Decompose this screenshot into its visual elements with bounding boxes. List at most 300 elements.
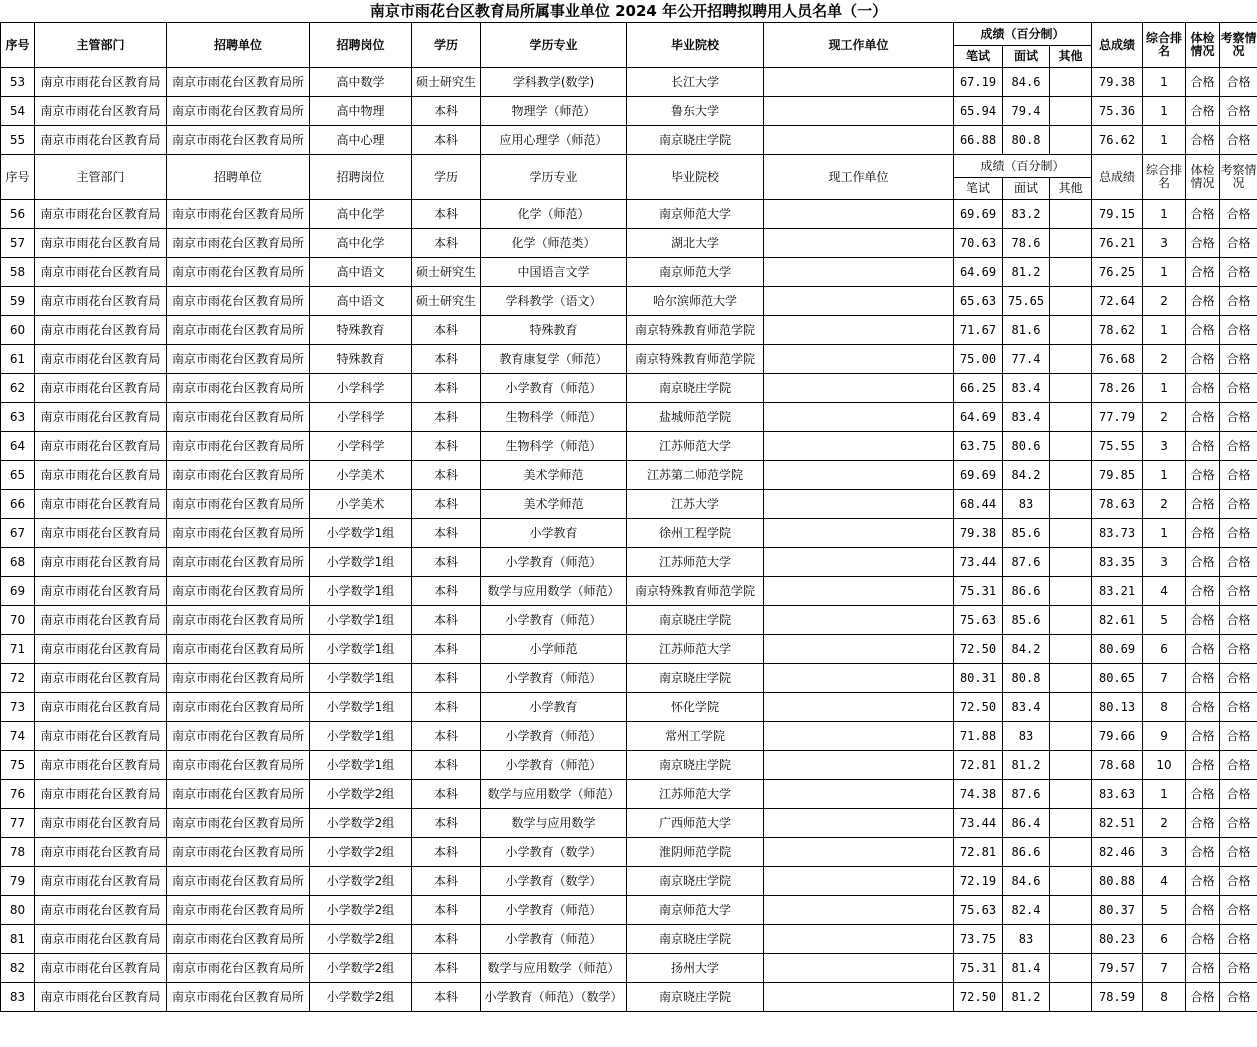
cell-written: 66.88 <box>954 126 1003 155</box>
cell-seq: 55 <box>1 126 35 155</box>
table-row <box>1 432 1257 461</box>
cell-rank: 3 <box>1143 432 1186 461</box>
cell-interview: 85.6 <box>1003 519 1050 548</box>
cell-work <box>764 606 954 635</box>
header-seq: 序号 <box>1 23 35 68</box>
cell-total: 82.46 <box>1092 838 1143 867</box>
cell-edu: 本科 <box>412 519 481 548</box>
cell-unit: 南京市雨花台区教育局所 <box>167 490 310 519</box>
cell-work <box>764 97 954 126</box>
cell-dept: 南京市雨花台区教育局 <box>35 461 167 490</box>
cell-rank: 1 <box>1143 258 1186 287</box>
cell-review: 合格 <box>1220 316 1257 345</box>
header-school: 毕业院校 <box>627 23 764 68</box>
cell-edu: 本科 <box>412 780 481 809</box>
cell-post: 小学数学2组 <box>310 896 412 925</box>
cell-seq: 59 <box>1 287 35 316</box>
cell-health: 合格 <box>1186 403 1220 432</box>
cell-interview: 84.2 <box>1003 635 1050 664</box>
cell-review: 合格 <box>1220 722 1257 751</box>
cell-dept: 南京市雨花台区教育局 <box>35 68 167 97</box>
cell-post: 小学美术 <box>310 490 412 519</box>
cell-interview: 80.8 <box>1003 126 1050 155</box>
cell-unit: 南京市雨花台区教育局所 <box>167 780 310 809</box>
cell-major: 教育康复学（师范） <box>481 345 627 374</box>
header-score-group: 成绩（百分制） <box>954 155 1092 178</box>
cell-work <box>764 664 954 693</box>
cell-interview: 78.6 <box>1003 229 1050 258</box>
cell-school: 南京晓庄学院 <box>627 751 764 780</box>
cell-seq: 76 <box>1 780 35 809</box>
cell-post: 小学科学 <box>310 403 412 432</box>
cell-review: 合格 <box>1220 577 1257 606</box>
cell-health: 合格 <box>1186 229 1220 258</box>
cell-major: 小学教育（师范）（数学） <box>481 983 627 1012</box>
header-health: 体检情况 <box>1186 155 1220 200</box>
cell-rank: 1 <box>1143 374 1186 403</box>
cell-dept: 南京市雨花台区教育局 <box>35 838 167 867</box>
cell-dept: 南京市雨花台区教育局 <box>35 983 167 1012</box>
cell-written: 72.19 <box>954 867 1003 896</box>
cell-health: 合格 <box>1186 925 1220 954</box>
cell-written: 70.63 <box>954 229 1003 258</box>
cell-review: 合格 <box>1220 345 1257 374</box>
cell-work <box>764 635 954 664</box>
cell-dept: 南京市雨花台区教育局 <box>35 577 167 606</box>
header-edu: 学历 <box>412 155 481 200</box>
cell-other <box>1050 867 1092 896</box>
cell-review: 合格 <box>1220 983 1257 1012</box>
cell-major: 美术学师范 <box>481 490 627 519</box>
header-major: 学历专业 <box>481 155 627 200</box>
cell-work <box>764 954 954 983</box>
cell-post: 小学科学 <box>310 374 412 403</box>
cell-rank: 1 <box>1143 200 1186 229</box>
cell-major: 小学教育（师范） <box>481 664 627 693</box>
cell-unit: 南京市雨花台区教育局所 <box>167 925 310 954</box>
cell-other <box>1050 780 1092 809</box>
cell-post: 高中化学 <box>310 229 412 258</box>
cell-school: 江苏师范大学 <box>627 432 764 461</box>
cell-written: 68.44 <box>954 490 1003 519</box>
cell-health: 合格 <box>1186 635 1220 664</box>
cell-major: 小学教育（师范） <box>481 722 627 751</box>
table-row <box>1 925 1257 954</box>
cell-health: 合格 <box>1186 126 1220 155</box>
cell-unit: 南京市雨花台区教育局所 <box>167 577 310 606</box>
cell-seq: 61 <box>1 345 35 374</box>
cell-review: 合格 <box>1220 126 1257 155</box>
header-unit: 招聘单位 <box>167 23 310 68</box>
cell-review: 合格 <box>1220 809 1257 838</box>
cell-work <box>764 345 954 374</box>
cell-seq: 62 <box>1 374 35 403</box>
cell-post: 小学美术 <box>310 461 412 490</box>
cell-edu: 硕士研究生 <box>412 258 481 287</box>
table-row <box>1 635 1257 664</box>
cell-dept: 南京市雨花台区教育局 <box>35 780 167 809</box>
cell-unit: 南京市雨花台区教育局所 <box>167 548 310 577</box>
cell-seq: 56 <box>1 200 35 229</box>
cell-total: 76.21 <box>1092 229 1143 258</box>
cell-health: 合格 <box>1186 287 1220 316</box>
cell-rank: 9 <box>1143 722 1186 751</box>
cell-review: 合格 <box>1220 954 1257 983</box>
cell-unit: 南京市雨花台区教育局所 <box>167 374 310 403</box>
cell-interview: 83 <box>1003 490 1050 519</box>
cell-major: 小学教育（数学） <box>481 867 627 896</box>
cell-dept: 南京市雨花台区教育局 <box>35 374 167 403</box>
header-school: 毕业院校 <box>627 155 764 200</box>
cell-review: 合格 <box>1220 635 1257 664</box>
cell-interview: 86.6 <box>1003 577 1050 606</box>
header-work: 现工作单位 <box>764 155 954 200</box>
cell-major: 小学教育（数学） <box>481 838 627 867</box>
cell-post: 小学数学1组 <box>310 693 412 722</box>
cell-total: 82.51 <box>1092 809 1143 838</box>
cell-post: 小学数学1组 <box>310 606 412 635</box>
cell-post: 小学数学2组 <box>310 867 412 896</box>
cell-dept: 南京市雨花台区教育局 <box>35 200 167 229</box>
cell-review: 合格 <box>1220 519 1257 548</box>
cell-seq: 80 <box>1 896 35 925</box>
cell-unit: 南京市雨花台区教育局所 <box>167 126 310 155</box>
cell-work <box>764 68 954 97</box>
cell-school: 广西师范大学 <box>627 809 764 838</box>
cell-other <box>1050 751 1092 780</box>
header-written: 笔试 <box>954 178 1003 200</box>
cell-other <box>1050 374 1092 403</box>
cell-rank: 5 <box>1143 896 1186 925</box>
cell-rank: 3 <box>1143 838 1186 867</box>
header-health: 体检情况 <box>1186 23 1220 68</box>
table-row <box>1 68 1257 97</box>
cell-health: 合格 <box>1186 577 1220 606</box>
cell-work <box>764 809 954 838</box>
cell-post: 小学数学2组 <box>310 780 412 809</box>
cell-dept: 南京市雨花台区教育局 <box>35 126 167 155</box>
cell-work <box>764 925 954 954</box>
cell-total: 80.88 <box>1092 867 1143 896</box>
cell-total: 77.79 <box>1092 403 1143 432</box>
cell-work <box>764 519 954 548</box>
cell-unit: 南京市雨花台区教育局所 <box>167 983 310 1012</box>
cell-review: 合格 <box>1220 896 1257 925</box>
cell-written: 75.63 <box>954 606 1003 635</box>
cell-major: 小学教育（师范） <box>481 548 627 577</box>
cell-school: 鲁东大学 <box>627 97 764 126</box>
cell-seq: 65 <box>1 461 35 490</box>
table-row <box>1 229 1257 258</box>
cell-rank: 8 <box>1143 983 1186 1012</box>
cell-other <box>1050 258 1092 287</box>
cell-seq: 77 <box>1 809 35 838</box>
cell-interview: 81.2 <box>1003 751 1050 780</box>
cell-school: 扬州大学 <box>627 954 764 983</box>
cell-post: 小学数学1组 <box>310 577 412 606</box>
cell-interview: 81.4 <box>1003 954 1050 983</box>
cell-major: 数学与应用数学（师范） <box>481 577 627 606</box>
cell-rank: 5 <box>1143 606 1186 635</box>
table-row <box>1 200 1257 229</box>
cell-total: 76.68 <box>1092 345 1143 374</box>
cell-interview: 81.2 <box>1003 983 1050 1012</box>
header-total: 总成绩 <box>1092 23 1143 68</box>
cell-written: 80.31 <box>954 664 1003 693</box>
cell-total: 78.63 <box>1092 490 1143 519</box>
cell-written: 65.63 <box>954 287 1003 316</box>
page-title: 南京市雨花台区教育局所属事业单位 2024 年公开招聘拟聘用人员名单（一） <box>369 2 888 20</box>
cell-edu: 本科 <box>412 925 481 954</box>
cell-work <box>764 374 954 403</box>
cell-major: 小学教育（师范） <box>481 606 627 635</box>
cell-unit: 南京市雨花台区教育局所 <box>167 606 310 635</box>
cell-unit: 南京市雨花台区教育局所 <box>167 635 310 664</box>
cell-dept: 南京市雨花台区教育局 <box>35 664 167 693</box>
header-edu: 学历 <box>412 23 481 68</box>
cell-rank: 6 <box>1143 925 1186 954</box>
table-row <box>1 722 1257 751</box>
cell-written: 71.88 <box>954 722 1003 751</box>
cell-dept: 南京市雨花台区教育局 <box>35 490 167 519</box>
table-row <box>1 693 1257 722</box>
cell-total: 76.25 <box>1092 258 1143 287</box>
table-row <box>1 867 1257 896</box>
cell-rank: 1 <box>1143 68 1186 97</box>
cell-review: 合格 <box>1220 374 1257 403</box>
cell-school: 南京晓庄学院 <box>627 925 764 954</box>
cell-total: 75.36 <box>1092 97 1143 126</box>
cell-interview: 86.6 <box>1003 838 1050 867</box>
cell-rank: 2 <box>1143 809 1186 838</box>
cell-written: 72.50 <box>954 635 1003 664</box>
cell-health: 合格 <box>1186 664 1220 693</box>
cell-interview: 84.6 <box>1003 68 1050 97</box>
cell-written: 73.44 <box>954 809 1003 838</box>
cell-dept: 南京市雨花台区教育局 <box>35 896 167 925</box>
table-row <box>1 664 1257 693</box>
cell-edu: 本科 <box>412 577 481 606</box>
table-row <box>1 126 1257 155</box>
cell-written: 72.50 <box>954 693 1003 722</box>
cell-edu: 本科 <box>412 983 481 1012</box>
table-row <box>1 258 1257 287</box>
cell-total: 80.23 <box>1092 925 1143 954</box>
cell-total: 82.61 <box>1092 606 1143 635</box>
cell-written: 79.38 <box>954 519 1003 548</box>
cell-post: 高中语文 <box>310 258 412 287</box>
cell-edu: 本科 <box>412 316 481 345</box>
cell-edu: 本科 <box>412 722 481 751</box>
cell-work <box>764 577 954 606</box>
cell-written: 75.63 <box>954 896 1003 925</box>
cell-other <box>1050 548 1092 577</box>
cell-seq: 64 <box>1 432 35 461</box>
cell-written: 69.69 <box>954 461 1003 490</box>
cell-major: 数学与应用数学（师范） <box>481 780 627 809</box>
cell-dept: 南京市雨花台区教育局 <box>35 867 167 896</box>
cell-interview: 82.4 <box>1003 896 1050 925</box>
cell-total: 83.21 <box>1092 577 1143 606</box>
cell-health: 合格 <box>1186 345 1220 374</box>
cell-major: 学科教学（语文） <box>481 287 627 316</box>
cell-interview: 83 <box>1003 925 1050 954</box>
cell-school: 徐州工程学院 <box>627 519 764 548</box>
cell-rank: 4 <box>1143 867 1186 896</box>
cell-rank: 2 <box>1143 345 1186 374</box>
cell-total: 72.64 <box>1092 287 1143 316</box>
cell-dept: 南京市雨花台区教育局 <box>35 258 167 287</box>
cell-post: 高中语文 <box>310 287 412 316</box>
cell-total: 83.73 <box>1092 519 1143 548</box>
cell-review: 合格 <box>1220 664 1257 693</box>
table-row <box>1 461 1257 490</box>
cell-school: 南京晓庄学院 <box>627 867 764 896</box>
cell-edu: 本科 <box>412 97 481 126</box>
cell-health: 合格 <box>1186 896 1220 925</box>
cell-seq: 73 <box>1 693 35 722</box>
cell-health: 合格 <box>1186 751 1220 780</box>
cell-dept: 南京市雨花台区教育局 <box>35 751 167 780</box>
cell-unit: 南京市雨花台区教育局所 <box>167 867 310 896</box>
cell-review: 合格 <box>1220 867 1257 896</box>
cell-written: 75.31 <box>954 954 1003 983</box>
cell-post: 小学数学1组 <box>310 751 412 780</box>
cell-health: 合格 <box>1186 983 1220 1012</box>
cell-work <box>764 126 954 155</box>
cell-work <box>764 461 954 490</box>
cell-review: 合格 <box>1220 548 1257 577</box>
cell-school: 南京晓庄学院 <box>627 606 764 635</box>
cell-post: 特殊教育 <box>310 345 412 374</box>
table-row <box>1 606 1257 635</box>
cell-post: 小学数学1组 <box>310 722 412 751</box>
cell-dept: 南京市雨花台区教育局 <box>35 925 167 954</box>
cell-rank: 1 <box>1143 519 1186 548</box>
cell-edu: 本科 <box>412 751 481 780</box>
cell-written: 64.69 <box>954 403 1003 432</box>
cell-other <box>1050 68 1092 97</box>
cell-interview: 81.6 <box>1003 316 1050 345</box>
cell-dept: 南京市雨花台区教育局 <box>35 287 167 316</box>
header-rank: 综合排名 <box>1143 23 1186 68</box>
cell-interview: 79.4 <box>1003 97 1050 126</box>
header-written: 笔试 <box>954 46 1003 68</box>
cell-other <box>1050 577 1092 606</box>
header-major: 学历专业 <box>481 23 627 68</box>
cell-total: 76.62 <box>1092 126 1143 155</box>
cell-health: 合格 <box>1186 780 1220 809</box>
cell-major: 小学教育 <box>481 693 627 722</box>
cell-school: 常州工学院 <box>627 722 764 751</box>
cell-written: 65.94 <box>954 97 1003 126</box>
cell-unit: 南京市雨花台区教育局所 <box>167 229 310 258</box>
cell-total: 79.38 <box>1092 68 1143 97</box>
cell-work <box>764 200 954 229</box>
header-a-row-1 <box>1 23 1257 46</box>
cell-interview: 81.2 <box>1003 258 1050 287</box>
cell-post: 小学数学2组 <box>310 925 412 954</box>
cell-school: 长江大学 <box>627 68 764 97</box>
cell-review: 合格 <box>1220 229 1257 258</box>
cell-written: 75.00 <box>954 345 1003 374</box>
cell-health: 合格 <box>1186 548 1220 577</box>
cell-work <box>764 316 954 345</box>
cell-dept: 南京市雨花台区教育局 <box>35 722 167 751</box>
cell-other <box>1050 896 1092 925</box>
table-row <box>1 316 1257 345</box>
cell-major: 物理学（师范） <box>481 97 627 126</box>
cell-major: 小学教育（师范） <box>481 896 627 925</box>
cell-dept: 南京市雨花台区教育局 <box>35 432 167 461</box>
cell-school: 盐城师范学院 <box>627 403 764 432</box>
cell-review: 合格 <box>1220 838 1257 867</box>
cell-work <box>764 229 954 258</box>
cell-major: 小学教育（师范） <box>481 925 627 954</box>
cell-written: 74.38 <box>954 780 1003 809</box>
cell-edu: 硕士研究生 <box>412 287 481 316</box>
cell-work <box>764 751 954 780</box>
cell-health: 合格 <box>1186 809 1220 838</box>
cell-post: 高中物理 <box>310 97 412 126</box>
cell-interview: 83.2 <box>1003 200 1050 229</box>
cell-written: 66.25 <box>954 374 1003 403</box>
cell-health: 合格 <box>1186 693 1220 722</box>
cell-edu: 硕士研究生 <box>412 68 481 97</box>
cell-rank: 1 <box>1143 126 1186 155</box>
cell-dept: 南京市雨花台区教育局 <box>35 519 167 548</box>
cell-major: 小学教育 <box>481 519 627 548</box>
cell-post: 特殊教育 <box>310 316 412 345</box>
cell-major: 数学与应用数学（师范） <box>481 954 627 983</box>
cell-other <box>1050 519 1092 548</box>
cell-review: 合格 <box>1220 751 1257 780</box>
table-row <box>1 983 1257 1012</box>
cell-unit: 南京市雨花台区教育局所 <box>167 258 310 287</box>
cell-school: 江苏师范大学 <box>627 548 764 577</box>
table-row <box>1 809 1257 838</box>
cell-interview: 83.4 <box>1003 403 1050 432</box>
cell-rank: 7 <box>1143 954 1186 983</box>
cell-health: 合格 <box>1186 432 1220 461</box>
cell-review: 合格 <box>1220 461 1257 490</box>
cell-dept: 南京市雨花台区教育局 <box>35 809 167 838</box>
cell-written: 72.50 <box>954 983 1003 1012</box>
cell-interview: 87.6 <box>1003 548 1050 577</box>
cell-other <box>1050 809 1092 838</box>
header-interview: 面试 <box>1003 46 1050 68</box>
cell-other <box>1050 693 1092 722</box>
header-unit: 招聘单位 <box>167 155 310 200</box>
cell-other <box>1050 461 1092 490</box>
cell-unit: 南京市雨花台区教育局所 <box>167 432 310 461</box>
cell-work <box>764 490 954 519</box>
cell-written: 73.75 <box>954 925 1003 954</box>
cell-unit: 南京市雨花台区教育局所 <box>167 461 310 490</box>
cell-interview: 83 <box>1003 722 1050 751</box>
cell-rank: 1 <box>1143 97 1186 126</box>
cell-other <box>1050 983 1092 1012</box>
cell-seq: 67 <box>1 519 35 548</box>
cell-other <box>1050 635 1092 664</box>
cell-other <box>1050 229 1092 258</box>
cell-post: 小学数学2组 <box>310 838 412 867</box>
cell-edu: 本科 <box>412 693 481 722</box>
cell-health: 合格 <box>1186 838 1220 867</box>
cell-unit: 南京市雨花台区教育局所 <box>167 954 310 983</box>
cell-post: 高中心理 <box>310 126 412 155</box>
cell-unit: 南京市雨花台区教育局所 <box>167 316 310 345</box>
